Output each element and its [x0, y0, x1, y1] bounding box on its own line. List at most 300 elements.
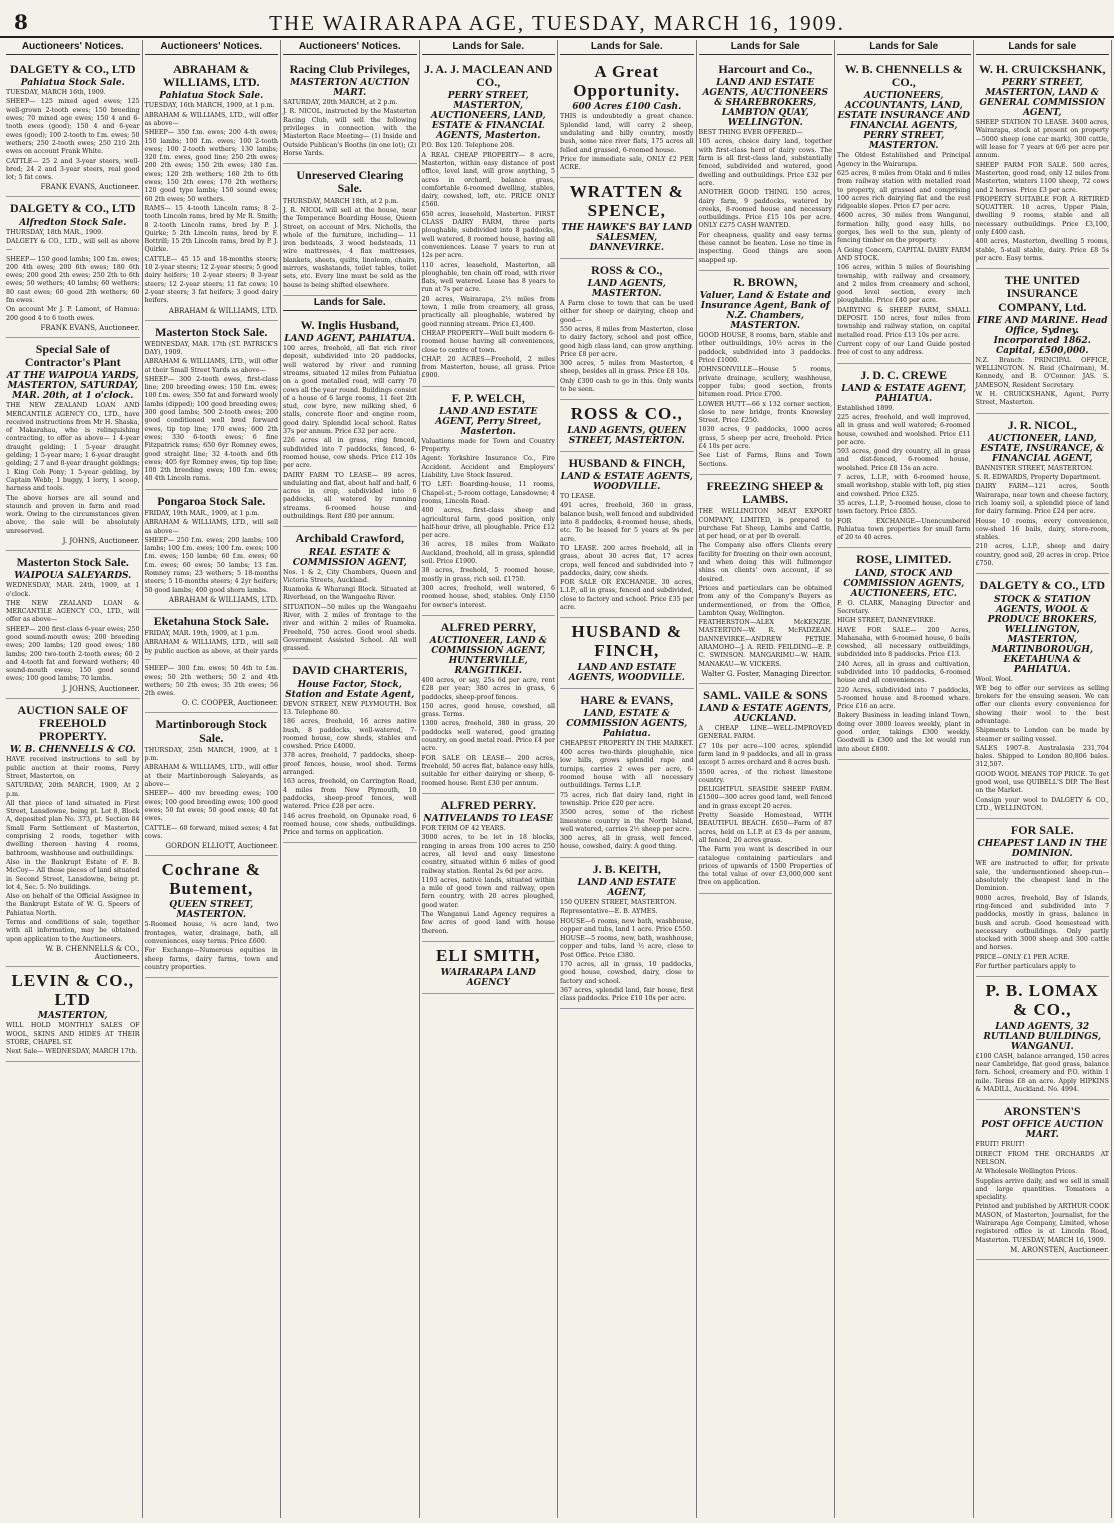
ad-paragraph: Valuations made for Town and Country Property.: [421, 437, 555, 454]
advertisement: [145, 856, 279, 978]
newspaper-column: [558, 40, 697, 1518]
ad-paragraph: 100 acres, freehold, all flat rich river deposit, subdivided into 20 paddocks, well watered by river and running streams, situated 12 miles from Pahiatua on a good metalled road, will carry 70 cows all the year round. Buildings consist of a house of 6 large rooms, 11 feet 2th stud, cow byre, new milking shed, 6 stalls, concrete floor and engine room, good dairy. Splendid local school. Rates 37s per annum. Price £32 per acre.: [283, 345, 417, 436]
ad-paragraph: A Farm close to town that can be used either for sheep or dairying, cheap and good—: [560, 300, 694, 324]
advertisement: [976, 574, 1110, 819]
advertisement: [560, 689, 694, 858]
ad-paragraph: Next Sale— WEDNESDAY, MARCH 17th.: [6, 1048, 138, 1056]
ad-subtitle: FIRE AND MARINE. Head Office, Sydney. Incorporated 1862. Capital, £500,000.: [976, 315, 1108, 356]
ad-paragraph: The Company also offers Clients every facility for freezing on their own account, and when doing this will fullmonger shins on clients' own account, if so desired.: [698, 542, 832, 583]
ad-title: ALFRED PERRY,: [440, 619, 536, 634]
ad-paragraph: 186 acres, freehold, 16 acres native bush, 8 paddocks, well-watered, 7-roomed house, cow sheds, stables and cowshed. Price £4000.: [283, 718, 417, 751]
ad-paragraph: 3500 acres, of the richest limestone country.: [698, 768, 832, 784]
ad-paragraph: 650 acres, leasehold, Masterton. FIRST CLASS DAIRY FARM, three parts ploughable, subdivided into 8 paddocks, well watered, 8 roomed house, having all conveniences. Lease 7 years to run at 12s per acre.: [421, 210, 555, 260]
ad-paragraph: 300 acres, 5 miles from Masterton, 4 sheep, besides all in grass. Price £8 10s.: [560, 360, 694, 376]
ad-paragraph: CHAP. 20 ACRES—Freehold, 2 miles from Masterton, house, all grass. Price £900.: [421, 355, 555, 380]
ad-subtitle: Alfredton Stock Sale.: [19, 217, 127, 228]
ad-paragraph: Wool. Wool.: [975, 675, 1013, 683]
ad-subtitle: LAND, STOCK AND COMMISSION AGENTS, AUCTIONEERS, ETC.: [843, 568, 965, 599]
ad-subtitle: THE HAWKE'S BAY LAND SALESMEN, DANNEVIRKE.: [561, 222, 692, 253]
ad-paragraph: SHEEP— 200 first-class 6-year ewes; 250 good sound-mouth ewes; 200 breeding ewes; 200 lambs; 120 good ewes; 180 lambs; 200 two-tooth 2-tooth ewes; 60 2 and 4-tooth fat and forward wethers; 40 sound-mouth ewes; 150 good sound ewes; 100 good lambs; 70 lambs.: [6, 625, 140, 683]
advertisement: [145, 490, 279, 610]
ad-title: R. BROWN,: [733, 274, 798, 289]
ad-paragraph: ABRAHAM & WILLIAMS, LTD., will sell by public auction as above, at their yards—: [144, 639, 278, 663]
newspaper-column: [143, 40, 282, 1518]
ad-subtitle: WAIRARAPA LAND AGENCY: [440, 967, 536, 988]
ad-paragraph: CHEAP PROPERTY—Well built modern 6-roomed house having all conveniences, close to centre of town.: [421, 329, 555, 354]
ad-paragraph: SHEEP STATION TO LEASE. 3400 acres, Wairarapa, stock at present on property—5000 sheep (one car mark), 300 cattle, will lease for 7 years at 6/6 per acre per annum.: [975, 119, 1109, 160]
advertisement: [560, 400, 694, 452]
advertisement: [976, 58, 1110, 269]
ad-paragraph: 1030 acres, 9 paddocks, 1000 acres grass, 5 sheep per acre, freehold. Price £4 10s per acre.: [698, 426, 832, 450]
ad-paragraph: Agent: Yorkshire Insurance Co., Fire Accident. Accident and Employers' Liability, Live Stock Insured.: [421, 455, 555, 480]
ad-paragraph: SHEEP— 125 mixed aged ewes; 125 well-grown 2-tooth ewes; 150 breeding ewes; 70 mixed age ewes; 150 4 and 6-tooth ewes (good); 150 4 and 6-year ewes (good); 100 2-tooth to f.m. ewes; 50 wethers; 250 2-tooth ewes; 250 210 2th ewes on account Frank White.: [6, 98, 140, 156]
ad-signature: J. JOHNS, Auctioneer.: [62, 537, 140, 546]
ad-paragraph: 400 acres, or say, 25s 6d per acre, rent £28 per year; 380 acres in grass, 6 paddocks, sheep-proof fences.: [421, 677, 555, 701]
newspaper-column: [835, 40, 974, 1518]
ad-title: ROSE, LIMITED.: [856, 552, 952, 567]
advertisement: [422, 58, 556, 387]
advertisement: [6, 551, 140, 699]
advertisement: [560, 178, 694, 258]
ad-signature: M. ARONSTEN, Auctioneer.: [1010, 1245, 1109, 1254]
ad-subtitle: LAND AGENTS, QUEEN STREET, MASTERTON.: [567, 425, 687, 446]
ad-paragraph: Current copy of our Land Guide posted free of cost to any address.: [837, 340, 971, 357]
ad-title: DALGETY & CO., LTD: [10, 62, 136, 76]
ad-title: P. B. LOMAX & CO.,: [985, 981, 1099, 1019]
ad-paragraph: 210 acres, L.I.P., sheep and dairy country, good soil, 20 acres in crop. Price £750.: [975, 543, 1109, 568]
ad-paragraph: 170 acres, all in grass, 10 paddocks, good house, cowshed, dairy, close to factory and school.: [560, 961, 694, 985]
ad-paragraph: TUESDAY, MARCH 16th, 1909.: [6, 89, 106, 97]
ad-paragraph: S. R. EDWARDS, Property Department.: [975, 474, 1101, 482]
ad-paragraph: 4600 acres, 30 miles from Wanganui, formation hilly, good easy hills, no gorges, lies well to the sun, plenty of fencing timber on the property.: [837, 212, 971, 245]
advertisement: [560, 618, 694, 688]
ad-title: W. H. CRUICKSHANK,: [978, 62, 1106, 76]
ad-subtitle: LAND & ESTATE AGENTS, AUCKLAND.: [699, 704, 832, 725]
ad-paragraph: DAIRYING & SHEEP FARM, SMALL DEPOSIT. 150 acres, four miles from township and railway station, on capital metalled road. Price £13 10s per acre.: [837, 306, 971, 339]
ad-subtitle: Pahiatua Stock Sale.: [20, 78, 125, 89]
advertisement: [699, 58, 833, 271]
ad-paragraph: HAVE FOR SALE— 200 Acres, Mahanaha, with 6-roomed house, 6 bails cowshed, all necessary outbuildings, subdivided into 8 paddocks. Price £13.: [837, 626, 971, 659]
ad-title: HARE & EVANS,: [580, 692, 674, 707]
ad-title: AUCTION SALE OF FREEHOLD PROPERTY.: [17, 702, 129, 744]
ad-title: DALGETY & CO., LTD: [979, 578, 1105, 593]
ad-paragraph: ABRAHAM & WILLIAMS, LTD., will offer at their Small Street Yards as above—: [144, 358, 278, 374]
ad-title: Martinborough Stock Sale.: [155, 717, 267, 745]
advertisement: [283, 527, 417, 659]
ad-paragraph: DIRECT FROM THE ORCHARDS AT NELSON.: [975, 1150, 1109, 1166]
ad-paragraph: FRIDAY, MAR. 19th, 1909, at 1 p.m.: [144, 630, 260, 638]
ad-paragraph: Prices and particulars can be obtained from any of the Company's Buyers as undermentioned, or from the Office, Lambton Quay, Wellington.: [698, 584, 832, 617]
ad-paragraph: 240 Acres, all in grass and cultivation, subdivided into 10 paddocks, 6-roomed house and all conveniences.: [837, 660, 971, 685]
advertisement: [6, 58, 140, 197]
advertisement: [6, 699, 140, 967]
ad-title: A Great Opportunity.: [573, 62, 681, 100]
ad-title: ROSS & CO.,: [591, 262, 663, 277]
ad-subtitle: REAL ESTATE & COMMISSION AGENT,: [292, 547, 407, 568]
newspaper-title: THE WAIRARAPA AGE, TUESDAY, MARCH 16, 1909.: [269, 11, 845, 35]
ad-subtitle: PERRY STREET, MASTERTON, AUCTIONEERS, LAND, ESTATE & FINANCIAL AGENTS, Masterton.: [430, 91, 546, 142]
ad-paragraph: SALES 1907-8. Australasia 231,704 bales. Shipped to London 80,806 bales. 312,507.: [975, 744, 1109, 769]
ad-paragraph: SHEEP— 300 2-tooth ewes, first-class line; 200 breeding ewes; 150 f.m. ewes; 100 f.m. ewes; 350 fat and forward wooly lambs (dipped); 100 good breeding ewes; 300 good lambs; 500 2-tooth ewes; 200 good conditioned well bred forward ewes, tip top line; 170 ewes; 600 2th ewes; 330 6-tooth ewes; 6 fine Fitzpatrick rams; 650 6yr Romney ewes, good straight line; 32 4-tooth and 6th ewes; 405 6yr Romney ewes, tip top line; 100 2th breeding ewes; 100 f.m. ewes; 40 4th Lincoln rams.: [144, 375, 278, 483]
newspaper-column: [281, 40, 420, 1518]
ad-paragraph: THE NEW ZEALAND LOAN & MERCANTILE AGENCY CO., LTD., will offer as above—: [6, 599, 140, 624]
ad-paragraph: GOOD WOOL MEANS TOP PRICE. To get good wool, use QUIBELL'S DIP. The Best on the Market.: [975, 770, 1109, 795]
ad-paragraph: FRUIT! FRUIT!: [975, 1141, 1025, 1149]
ad-title: Cochrane & Butement,: [161, 860, 261, 898]
ad-paragraph: Also in the Bankrupt Estate of F. B. McCoy— All those pieces of land situated in Second Street, Lansdowne, being pt. lot 4, Sec. 5. No buildings.: [6, 858, 140, 891]
advertisement: [837, 364, 971, 549]
ad-paragraph: PROPERTY SUITABLE FOR A RETIRED SQUATTER. 10 acres, Upper Plain, dwelling 9 rooms, stable and all necessary outbuildings. Price £3,100, only £400 cash.: [975, 195, 1109, 237]
ad-paragraph: 550 acres, 8 miles from Masterton, close to dairy factory, school and post office, good high class land, can grow anything. Price £8 per acre.: [560, 325, 694, 358]
ad-paragraph: 38 acres, freehold, 5 roomed house, mostly in grass, rich soil. £1750.: [421, 567, 555, 583]
ad-title: HUSBAND & FINCH,: [568, 455, 685, 470]
ad-paragraph: Supplies arrive daily, and we sell in small and large quantities. Tomatoes a speciality.: [975, 1177, 1109, 1202]
ad-paragraph: £7 10s per acre—100 acres, splendid farm land in 9 paddocks, and all in grass except 5 acres orchard and 8 acres bush.: [698, 742, 832, 767]
ad-subtitle: MASTERTON AUCTION MART.: [290, 78, 410, 99]
ad-title: J. R. NICOL,: [1007, 417, 1077, 432]
ad-paragraph: Only £300 cash to go in this. Only wants to be seen.: [560, 377, 694, 393]
ad-paragraph: GOOD HOUSE, 8 rooms, barn, stable and other outbuildings, 10½ acres in the paddock, subdivided into 3 paddocks. Price £1000.: [698, 332, 832, 365]
ad-paragraph: W. H. CRUICKSHANK, Agent, Perry Street, Masterton.: [975, 390, 1109, 407]
ad-paragraph: 491 acres, freehold, 360 in grass, balance bush, well fenced and subdivided into 8 paddocks, 4-roomed house, sheds, etc. To be leased for 5 years at 9s per acre.: [560, 502, 694, 543]
ad-title: Eketahuna Stock Sale.: [153, 613, 269, 628]
ad-paragraph: Price for immediate sale, ONLY £2 PER ACRE.: [560, 155, 694, 172]
advertisement: [145, 610, 279, 714]
ad-paragraph: FOR SALE OR LEASE— 200 acres, freehold, 50 acres flat, balance easy hills, suitable for either dairying or sheep, 6-roomed house. Rent £30 per annum.: [421, 754, 555, 787]
ad-paragraph: 150 acres, good house, cowshed, all grass. Terms.: [421, 702, 555, 719]
ad-signature: ABRAHAM & WILLIAMS, LTD.: [168, 306, 278, 315]
ad-paragraph: Bakery Business in leading inland Town, doing over 3000 loaves weekly, plant in good order, takings £300 weekly. Goodwill is £300 and the lot would run into about £800.: [837, 712, 971, 753]
ad-title: Special Sale of Contractor's Plant: [24, 341, 121, 370]
ad-paragraph: FOR SALE OR EXCHANGE. 30 acres, L.I.P., all in grass, fenced and subdivided, close to factory and school. Price £35 per acre.: [560, 579, 694, 612]
advertisement: [837, 548, 971, 760]
newspaper-column: [420, 40, 559, 1518]
ad-paragraph: SHEEP— 350 f.m. ewes; 200 4-th ewes; 150 lambs; 100 f.m. ewes; 100 2-tooth ewes; 100 2-tooth wethers; 130 lambs; 320 f.m. ewes, good line; 250 2th ewes; 200 2th ewes; 150 2th ewes; 180 f.m. ewes; 120 2th wethers; 160 2th to 6th ewes; 150 2th ewes; 170 2th wethers; 120 good type lambs; 150 sound ewes; 60 2th ewes; 50 wethers.: [144, 129, 278, 203]
ad-paragraph: See List of Farms, Runs and Town Sections.: [698, 452, 832, 468]
advertisement: [976, 414, 1110, 575]
ad-paragraph: THURSDAY, MARCH 18th, at 2 p.m.: [283, 197, 399, 205]
ad-title: J. B. KEITH,: [592, 861, 661, 876]
ad-subtitle: House Factor, Stock, Station and Estate Agent,: [285, 679, 415, 700]
ad-paragraph: 7 acres, L.I.P., with 6-roomed house, small workshop, stable with loft, pig sties and cowshed. Price £325.: [837, 474, 971, 498]
ad-paragraph: For cheapness, quality and easy terms these cannot be beaten. Lose no time in inspecting. Good things are soon snapped up.: [698, 231, 832, 264]
ad-paragraph: ABRAHAM & WILLIAMS, LTD., will sell as above—: [144, 519, 278, 535]
ad-paragraph: The Farm you want is described in our catalogue containing particulars and prices of upwards of 1500 Properties of the total value of over £3,000,000 sent free on application.: [698, 846, 832, 887]
page-number: 8: [14, 10, 28, 34]
ad-paragraph: Shipments to London can be made by steamer or sailing vessel.: [975, 727, 1109, 743]
ad-paragraph: 9000 acres, freehold, Bay of Islands, ring-fenced and subdivided into 7 paddocks, mostly in grass, balance in bush and scrub. Good homestead with necessary outbuildings. Only partly stocked with 3000 sheep and 300 cattle and horses.: [975, 894, 1109, 952]
ad-subtitle: AUCTIONEER, LAND & COMMISSION AGENT, HUNTERVILLE, RANGITIKEI.: [429, 636, 547, 676]
ad-paragraph: All that piece of land situated in First Street, Lansdowne, being pt. Lot 8, Block A, deposited plan No. 373, pt. Section 84 Small Farm Settlement of Masterton, comprising 2 roods, together with dwelling thereon having 4 rooms, bathroom, washhouse and outbuildings.: [6, 799, 140, 857]
advertisement: [283, 659, 417, 843]
ad-paragraph: ABRAHAM & WILLIAMS, LTD., will offer as above—: [144, 111, 278, 127]
ad-title: SAML. VAILE & SONS: [703, 687, 828, 702]
ad-paragraph: 146 acres freehold, on Opunake road, 6 roomed house, cow sheds, outbuildings. Price and terms on application.: [283, 812, 417, 837]
ad-paragraph: F. O. CLARK, Managing Director and Secretary.: [837, 599, 971, 615]
advertisement: [283, 314, 417, 527]
ad-paragraph: HAVE received instructions to sell by public auction at their rooms, Perry Street, Masterton, on: [6, 756, 140, 780]
ad-paragraph: 226 acres all in grass, ring fenced, subdivided into 7 paddocks, fenced, 6-roomed house, cow sheds. Price £12 10s per acre.: [283, 437, 417, 470]
ad-paragraph: 5-Roomed house, ¼ acre land, two frontages, water, drainage, bath, all conveniences, easy terms. Price £600.: [144, 921, 278, 946]
ad-subtitle: AUCTIONEERS, ACCOUNTANTS, LAND, ESTATE INSURANCE AND FINANCIAL AGENTS, PERRY STREET, MASTERTON.: [837, 91, 970, 152]
ad-paragraph: DEVON STREET, NEW PLYMOUTH. Box 13. Telephone 80.: [283, 700, 417, 716]
ad-paragraph: HOUSE—5 rooms, new, bath, washhouse, copper and tubs, land ½ acre, close to Post Office. Price £380.: [560, 935, 694, 959]
advertisement: [560, 858, 694, 1010]
ad-paragraph: RAMS— 15 4-tooth Lincoln rams; 8 2-tooth Lincoln rams, bred by Mr R. Smith; 8 2-tooth Lincoln rams, bred by P. J. Quirke; 5 2th Lincoln rams, bred by F. Bottrill; 15 2th Lincoln rams, bred by P. J. Quirke.: [144, 204, 278, 254]
ad-paragraph: 20 acres, Wairarapa, 2½ miles from town, 1 mile from creamery, all grass, practically all ploughable, watered by good running stream. Price £1,400.: [421, 295, 555, 328]
ad-title: WRATTEN & SPENCE,: [569, 182, 684, 221]
ad-paragraph: THURSDAY, 25th MARCH, 1909, at 1 p.m.: [144, 746, 278, 763]
ad-title: FREEZING SHEEP & LAMBS.: [706, 478, 824, 507]
ad-paragraph: THE WELLINGTON MEAT EXPORT COMPANY, LIMITED, is prepared to purchase Fat Sheep, Lambs and Cattle, at per head, or at per lb overall.: [698, 508, 832, 541]
ad-paragraph: House 10 rooms, every convenience, cow-shed 16 bails, dairy, store-room, stables.: [975, 517, 1109, 542]
ad-paragraph: 3000 acres, to be let in 18 blocks, ranging in areas from 100 acres to 250 acres, all level and easy limestone country, situated within 6 miles of good railway station. Rental 2s 6d per acre.: [421, 834, 555, 875]
ad-paragraph: 593 acres, good dry country, all in grass and dist-fenced, 6-roomed house, woolshed. Price £8 15s an acre.: [837, 448, 971, 472]
ad-paragraph: CATTLE— 45 15 and 18-months steers; 10 2-year steers; 12 2-year steers; 5 good dairy heifers; 10 2-year steers; 8 3-year steers; 12 2-year steers; 11 fat cows; 10 2-year steers; 3 fat heifers; 3 good dairy heifers.: [144, 255, 278, 305]
ad-paragraph: DAIRY FARM—121 acres, South Wairarapa, near town and cheese factory, rich loamy soil, a splendid piece of land for dairy farming. Price £24 per acre.: [975, 483, 1109, 516]
ad-paragraph: Printed and published by ARTHUR COOK MASON, of Masterton, Journalist, for the Wairarapa Age Company, Limited, whose registered office is at Lincoln Road, Masterton. TUESDAY, MARCH 16, 1909.: [975, 1203, 1109, 1244]
ad-paragraph: At Wholesale Wellington Prices.: [975, 1168, 1078, 1176]
ad-paragraph: TO LEASE. 200 acres freehold, all in grass, about 30 acres flat, 17 acres crops, well fenced and subdivided into 7 paddocks, dairy, cow sheds.: [560, 544, 694, 577]
ad-paragraph: Established 1899.: [837, 404, 895, 412]
ad-subtitle: LAND AND ESTATE AGENT, Perry Street, Masterton.: [435, 406, 542, 437]
ad-signature: Walter G. Foster, Managing Director.: [701, 669, 832, 678]
ad-subtitle: W. B. CHENNELLS & CO.: [9, 745, 136, 756]
ad-paragraph: ANOTHER GOOD THING. 150 acres, dairy farm, 9 paddocks, watered by creeks, 8-roomed house and necessary outbuildings. Price £15 10s per acre. ONLY £275 CASH WANTED.: [698, 189, 832, 230]
ad-subtitle: LAND AND ESTATE AGENT,: [577, 877, 676, 898]
ad-subtitle: LAND AND ESTATE AGENTS, WOODVILLE.: [568, 662, 685, 683]
ad-paragraph: 35 acres, L.I.P., 5-roomed house, close to town factory. Price £855.: [837, 499, 971, 516]
ad-paragraph: FRIDAY, 19th MAR., 1909, at 1 p.m.: [144, 509, 260, 517]
masthead: [0, 0, 1114, 38]
ad-paragraph: TO LET: Boarding-house, 11 rooms, Chapel-st.; 5-room cottage, Lansdowne; 4 rooms, Lincoln Road.: [421, 481, 555, 505]
ad-paragraph: 106 acres, within 5 miles of flourishing township, with railway and creamery, and 2 miles from creamery and school, good level section, every inch ploughable. Price £40 per acre.: [837, 264, 971, 305]
ad-paragraph: 220 Acres, subdivided into 7 paddocks, 5-roomed house and 8-roomed whare. Price £16 an acre.: [837, 686, 971, 711]
ad-subtitle: Pahiatua Stock Sale.: [159, 91, 264, 102]
ad-paragraph: Ruamoka & Wharangi Block. Situated at Riverhead, on the Wangaehu River.: [283, 586, 417, 602]
ad-paragraph: J. R. NICOL, instructed by the Masterton Racing Club, will sell the following privileges in connection with the Masterton Race Meeting— (1) Inside and Outside Publican's Booths (in one lot); (2) Horse Yards.: [283, 108, 417, 157]
ad-paragraph: Consign your wool to DALGETY & CO., LTD., WELLINGTON.: [975, 796, 1109, 812]
ad-paragraph: 163 acres, freehold, on Carrington Road, 4 miles from New Plymouth, 10 paddocks, sheep-proof fences, well watered. Price £28 per acre.: [283, 778, 417, 811]
ad-subtitle: LAND & ESTATE AGENTS, WOODVILLE.: [560, 472, 693, 493]
ad-signature: ABRAHAM & WILLIAMS, LTD.: [168, 595, 278, 604]
column-header: Lands for Sale: [699, 40, 833, 55]
advertisement: [145, 58, 279, 321]
advertisement: [145, 713, 279, 856]
ad-paragraph: The Wanganui Land Agency requires a few acres of good land with house thereon.: [421, 911, 555, 935]
ad-paragraph: LOWER HUTT—66 x 132 corner section, close to new bridge, fronts Knowsley Street. Price £250.: [698, 400, 832, 425]
advertisement: [422, 387, 556, 616]
ad-paragraph: HOUSE—6 rooms, new bath, washhouse, copper and tubs, land 1 acre. Price £550.: [560, 917, 694, 933]
ad-paragraph: DELIGHTFUL SEASIDE SHEEP FARM. £1500—300 acres good land, well fenced and in grass except 20 acres.: [698, 786, 832, 810]
ad-paragraph: 300 acres, all in grass, well fenced, house, cowshed, dairy. A good thing.: [560, 835, 694, 851]
advertisement: [6, 197, 140, 337]
advertisement: [283, 58, 417, 164]
ad-signature: O. C. COOPER, Auctioneer.: [181, 699, 278, 708]
ad-subtitle: CHEAPEST LAND IN THE DOMINION.: [977, 839, 1108, 860]
ad-paragraph: WILL HOLD MONTHLY SALES OF WOOL, SKINS AND HIDES AT THEIR STORE, CHAPEL ST.: [6, 1022, 140, 1046]
ad-title: ALFRED PERRY.: [440, 797, 536, 812]
ad-subtitle: QUEEN STREET, MASTERTON.: [169, 900, 254, 921]
advertisement: [422, 942, 556, 994]
newspaper-column: [974, 40, 1113, 1518]
advertisement: [422, 616, 556, 794]
ad-paragraph: 1300 acres, freehold, 380 in grass, 20 paddocks well watered, good grazing country, on good metal road. Price £4 per acre.: [421, 720, 555, 753]
ad-paragraph: 3500 acres, some of the richest limestone country in the North Island, well watered, carries 2½ sheep per acre.: [560, 809, 694, 833]
ad-subtitle: LAND & ESTATE AGENT, PAHIATUA.: [841, 383, 967, 404]
ad-title: ELI SMITH,: [436, 945, 541, 965]
section-header: Lands for Sale.: [283, 296, 417, 311]
ad-subtitle: LAND AGENTS, 32 RUTLAND BUILDINGS, WANGANUI.: [983, 1021, 1102, 1052]
ad-paragraph: Representative—E. B. AYMES.: [560, 908, 658, 916]
ad-paragraph: 367 acres, splendid land, fair house, first class paddocks. Price £10 10s per acre.: [560, 986, 694, 1003]
ad-paragraph: Pretty Seaside Homestead, WITH BEAUTIFUL BEACH. £650—Farm of 87 acres, held on L.I.P. at £3 4s per annum, all fenced, 20 acres grass.: [698, 812, 832, 844]
ad-title: Pongaroa Stock Sale.: [157, 493, 266, 508]
ad-paragraph: ABRAHAM & WILLIAMS, LTD., will offer at their Martinborough Saleyards, as above—: [144, 764, 278, 789]
ad-title: J. A. J. MACLEAN AND CO.,: [424, 62, 553, 90]
ad-paragraph: N.Z. Branch: PRINCIPAL OFFICE, WELLINGTON. N. Reid (Chairman), M. Kennedy, and B. O'Connor. JAS. S. JAMESON, Resident Secretary.: [975, 356, 1109, 389]
ad-paragraph: 225 acres, freehold, and well improved, all in grass and well watered; 6-roomed house, cowshed and woolshed. Price £11 per acre.: [837, 413, 971, 446]
ad-paragraph: 400 acres, first-class sheep and agricultural farm, good position, only half-hour drive, all ploughable. Price £12 per acre.: [421, 507, 555, 540]
advertisement: [976, 1100, 1110, 1260]
ad-title: W. Inglis Husband,: [300, 317, 399, 332]
ad-paragraph: £100 CASH, balance arranged, 150 acres near Cambridge, flat good grass, balance fern. School, creamery and P.O. within 1 mile. Terms £8 an acre. Apply HIPKINS & MADILL, Auckland. No. 4994.: [975, 1052, 1109, 1093]
ad-title: Racing Club Privileges,: [289, 62, 410, 76]
advertisement: [6, 967, 140, 1063]
ad-paragraph: 110 acres, leasehold, Masterton, all ploughable, ten chain off road, with river flats, well watered. Lease has 8 years to run at 7s per acre.: [421, 261, 555, 294]
ad-paragraph: CHEAPEST PROPERTY IN THE MARKET.: [560, 739, 694, 747]
ad-paragraph: The above horses are all sound and staunch and proven in farm and road work. Owing to the circumstances given above, the sale will be absolutely unreserved.: [6, 494, 140, 535]
ad-title: W. B. CHENNELLS & CO.,: [844, 62, 963, 90]
ad-paragraph: SHEEP FARM FOR SALE. 500 acres, Masterton, good road, only 12 miles from Masterton, winters 1100 sheep, 72 cows and 2 horses. Price £3 per acre.: [975, 161, 1109, 194]
ad-title: HUSBAND & FINCH,: [571, 622, 683, 660]
ad-paragraph: SITUATION—50 miles up the Wangaehu River, with 2 miles of frontage to the river and within 2 miles of Ruamoka. Freehold, 750 acres. Good wool sheds. Government Assisted School. All well grassed.: [283, 603, 417, 653]
ad-paragraph: Also on behalf of the Official Assignee in the Bankrupt Estate of W. G. Speers of Pahiatua North.: [6, 893, 140, 917]
ad-signature: GORDON ELLIOTT, Auctioneer.: [165, 842, 278, 851]
ad-title: Harcourt and Co.,: [718, 62, 813, 76]
ad-paragraph: THE NEW ZEALAND LOAN AND MERCANTILE AGENCY CO., LTD., have received instructions from Mr H. Shaska, of Makarahau, who is relinquishing contracting, to offer as above— 1 4-year draught gelding; 1 5-year draught gelding; 1 5-year mare; 1 6-year draught gelding; 2 7 and 8-year draught geldings; 1 King Cob Pony; 1 5-year gelding, by Captain Webb; 1 buggy, 1 lorry, 1 scoop, harness and tools.: [6, 402, 140, 493]
ad-paragraph: 36 acres, 18 miles from Waikato Auckland, freehold, all in grass, splendid soil. Price £1900.: [421, 541, 555, 566]
ad-subtitle: LAND AND ESTATE AGENTS, AUCTIONEERS & SHAREBROKERS, LAMBTON QUAY, WELLINGTON.: [702, 78, 829, 129]
ad-title: Archibald Crawford,: [295, 531, 404, 546]
ad-paragraph: 400 acres two-thirds ploughable, nice low hills, grows splendid rape and turnips, carries 2 ewes per acre, 6-roomed house with all necessary outbuildings. Terms L.I.P.: [560, 749, 694, 790]
advertisement: [560, 259, 694, 400]
ad-subtitle: AT THE WAIPOUA YARDS, MASTERTON, SATURDAY, MAR. 20th, at 1 o'clock.: [6, 371, 139, 402]
ad-title: FOR SALE.: [1010, 823, 1074, 838]
ad-paragraph: Terms and conditions of sale, together with all information, may be obtained upon application to the Auctioneers.: [6, 918, 140, 943]
column-header: Auctioneers' Notices.: [145, 40, 279, 55]
ad-paragraph: 150 QUEEN STREET, MASTERTON.: [560, 898, 677, 906]
ad-paragraph: 75 acres, rich flat dairy land, right in township. Price £20 per acre.: [560, 791, 694, 807]
ad-subtitle: WAIPOUA SALEYARDS.: [14, 571, 132, 582]
ad-paragraph: J. R. NICOL will sell at the house, near the Temperance Boarding House, Queen Street, on account of Mrs. Nicholls, the whole of the furniture, including— 11 iron bedsteads, 3 wood bedsteads, 11 wire mattresses, 4 flax mattresses, blankets, sheets, quilts, linoleum, chairs, mirrors, washstands, toilet tables, toilet sets, etc. Every line must be sold as the house is being shifted elsewhere.: [283, 206, 417, 289]
ad-subtitle: 600 Acres £100 Cash.: [572, 102, 682, 113]
ad-paragraph: The Oldest Established and Principal Agency in the Wairarapa.: [837, 152, 971, 168]
ad-subtitle: STOCK & STATION AGENTS, WOOL & PRODUCE BROKERS, WELLINGTON, MASTERTON, MARTINBOROUGH, EKETAHUNA & PAHIATUA.: [987, 594, 1097, 675]
ad-title: F. P. WELCH,: [451, 390, 525, 405]
ad-subtitle: LAND AGENT, PAHIATUA.: [284, 334, 416, 345]
advertisement: [976, 269, 1110, 413]
ad-title: Masterton Stock Sale.: [16, 555, 129, 570]
advertisement: [976, 819, 1110, 977]
ad-paragraph: P.O. Box 120. Telephone 208.: [421, 142, 515, 150]
advertisement: [422, 794, 556, 942]
ad-title: ARONSTEN'S: [1003, 1104, 1081, 1119]
ad-paragraph: CATTLE— 25 2 and 3-year steers, well-bred; 24 2 and 3-year steers, real good lot; 5 fat cows.: [6, 157, 140, 182]
ad-title: DALGETY & CO., LTD: [10, 201, 136, 216]
ad-paragraph: A Going Concern, CAPITAL DAIRY FARM AND STOCK.: [837, 246, 971, 262]
ad-paragraph: HIGH STREET, DANNEVIRKE.: [837, 617, 936, 625]
ad-paragraph: DALGETY & CO., LTD., will sell as above—: [6, 237, 140, 254]
ad-paragraph: 300 acres, freehold, well watered, 6 roomed house, shed, stables. Only £150 for owner's interest.: [421, 584, 555, 609]
advertisement: [699, 271, 833, 475]
ad-subtitle: LAND AGENTS, MASTERTON.: [587, 279, 666, 300]
ad-paragraph: BANNISTER STREET, MASTERTON.: [975, 464, 1093, 472]
column-header: Lands for Sale.: [422, 40, 556, 55]
ad-paragraph: 378 acres, freehold, 7 paddocks, sheep-proof fences, house, wool shed. Terms arranged.: [283, 752, 417, 777]
ad-paragraph: A REAL CHEAP PROPERTY— 8 acre, Masterton, within easy distance of post office, level land, will grow anything, 5 acres in orchard, balance grass, comfortable 6-roomed dwelling, stables, dairy, cowshed, loft, etc. PRICE ONLY £560.: [421, 151, 555, 209]
ad-signature: W. B. CHENNELLS & CO., Auctioneers.: [45, 944, 140, 961]
advertisement: [560, 58, 694, 178]
ad-paragraph: SHEEP— 300 f.m. ewes; 50 4th to f.m. ewes; 50 2th wethers; 50 2 and 4th wethers; 50 2th ewes; 35 2th ewes; 56 2th ewes.: [144, 665, 278, 698]
newspaper-column: [697, 40, 836, 1518]
column-header: Lands for Sale.: [560, 40, 694, 55]
ad-paragraph: DAIRY FARM TO LEASE— 89 acres, undulating and flat, about half and half, 6 acres in crop, subdivided into 6 paddocks, all watered by running streams. 6-roomed house and outbuildings. Rent £80 per annum.: [283, 471, 417, 521]
advertisement: [699, 684, 833, 894]
ad-title: LEVIN & CO., LTD: [11, 970, 134, 1009]
ad-paragraph: TO LEASE.: [560, 493, 596, 501]
ad-subtitle: LAND, ESTATE & COMMISSION AGENTS, Pahiatua.: [566, 708, 688, 739]
ad-paragraph: FEATHERSTON—ALEX McKENZIE. MASTERTON—W. R. McFADZEAN. DANNEVIRKE—ANDREW PETRIE. ARAMOHO—J. A. REID. FEILDING—E. P. C. SWINSON. MANGARIMU—W. HAIR. MANAKAU—W. VICKERS.: [698, 619, 832, 668]
column-header: Auctioneers' Notices.: [6, 40, 140, 55]
ad-title: THE UNITED INSURANCE COMPANY, Ltd.: [998, 273, 1087, 314]
ad-title: Masterton Stock Sale.: [155, 324, 268, 339]
column-header: Lands for sale: [976, 40, 1110, 55]
ad-paragraph: 1193 acres, native lands, situated within a mile of good town and railway, open fern country, with 20 acres ploughed, good water.: [421, 876, 555, 909]
ad-paragraph: WE are instructed to offer, for private sale, the undermentioned sheep-run—absolutely the cheapest land in the Dominion.: [975, 860, 1109, 893]
ad-paragraph: WEDNESDAY, MAR. 24th, 1909, at 1 o'clock.: [6, 582, 140, 598]
ad-paragraph: SATURDAY, 20th MARCH, 1909, At 2 p.m.: [6, 782, 140, 798]
ad-paragraph: THURSDAY, 18th MAR., 1909.: [6, 228, 104, 236]
ad-paragraph: 625 acres, 8 miles from Otaki and 6 miles from railway station with metalled road to property, all grassed and comprising 100 acres rich dairying flat and the rest ridgeable slopes. Price £7 per acre.: [837, 169, 971, 211]
newspaper-column: [4, 40, 143, 1518]
column-header: Auctioneers' Notices.: [283, 40, 417, 55]
ad-subtitle: POST OFFICE AUCTION MART.: [981, 1120, 1104, 1141]
advertisement: [699, 475, 833, 684]
advertisement: [6, 338, 140, 551]
ad-paragraph: SHEEP— 250 f.m. ewes; 200 lambs; 100 lambs; 100 f.m. ewes; 100 f.m. ewes; 100 f.m. ewes; 150 lambs; 60 f.m. ewes; 60 f.m. ewes; 60 ewes; 50 lambs; 13 f.m. Romney rams; 23 wethers; 5 18-months steers; 5 10-months steers; 4 2yr heifers; 50 good lambs; 400 good shorn lambs.: [144, 536, 278, 594]
ad-paragraph: WE beg to offer our services as selling brokers for the ensuing season. We can offer our clients every convenience for showing their wool to the best advantage.: [975, 684, 1109, 725]
ad-paragraph: SHEEP— 400 mv breeding ewes; 100 ewes; 100 good breeding ewes; 100 good ewes; 50 fat ewes; 50 good ewes; 40 fat ewes.: [144, 790, 278, 823]
advertisement: [837, 58, 971, 364]
ad-title: J. D. C. CREWE: [860, 367, 948, 382]
advertisement: [145, 321, 279, 490]
ad-paragraph: SHEEP— 150 good lambs; 100 f.m. ewes; 200 4th ewes; 200 6th ewes; 180 6th ewes; 200 good 2th ewes; 250 2th to 6th ewes; 50 wethers; 40 lambs; 60 wethers; 80 cast ewes; 60 good 2th wethers; 60 fm ewes.: [6, 255, 140, 305]
advertisement: [560, 452, 694, 618]
ad-paragraph: TUESDAY, 16th MARCH, 1909, at 1 p.m.: [144, 102, 275, 110]
ad-title: Unreserved Clearing Sale.: [296, 168, 404, 196]
advertisement: [283, 164, 417, 296]
advertisement: [976, 977, 1110, 1100]
ad-paragraph: SATURDAY, 20th MARCH, at 2 p.m.: [283, 99, 398, 107]
ad-title: ROSS & CO.,: [570, 404, 683, 424]
ad-signature: FRANK EVANS, Auctioneer.: [40, 323, 140, 332]
column-header: Lands for Sale: [837, 40, 971, 55]
ad-signature: J. JOHNS, Auctioneer.: [62, 684, 140, 693]
ad-title: ABRAHAM & WILLIAMS, LTD.: [162, 62, 260, 90]
ad-paragraph: FOR TERM OF 42 YEARS.: [421, 825, 506, 833]
ad-subtitle: MASTERTON,: [37, 1011, 108, 1022]
